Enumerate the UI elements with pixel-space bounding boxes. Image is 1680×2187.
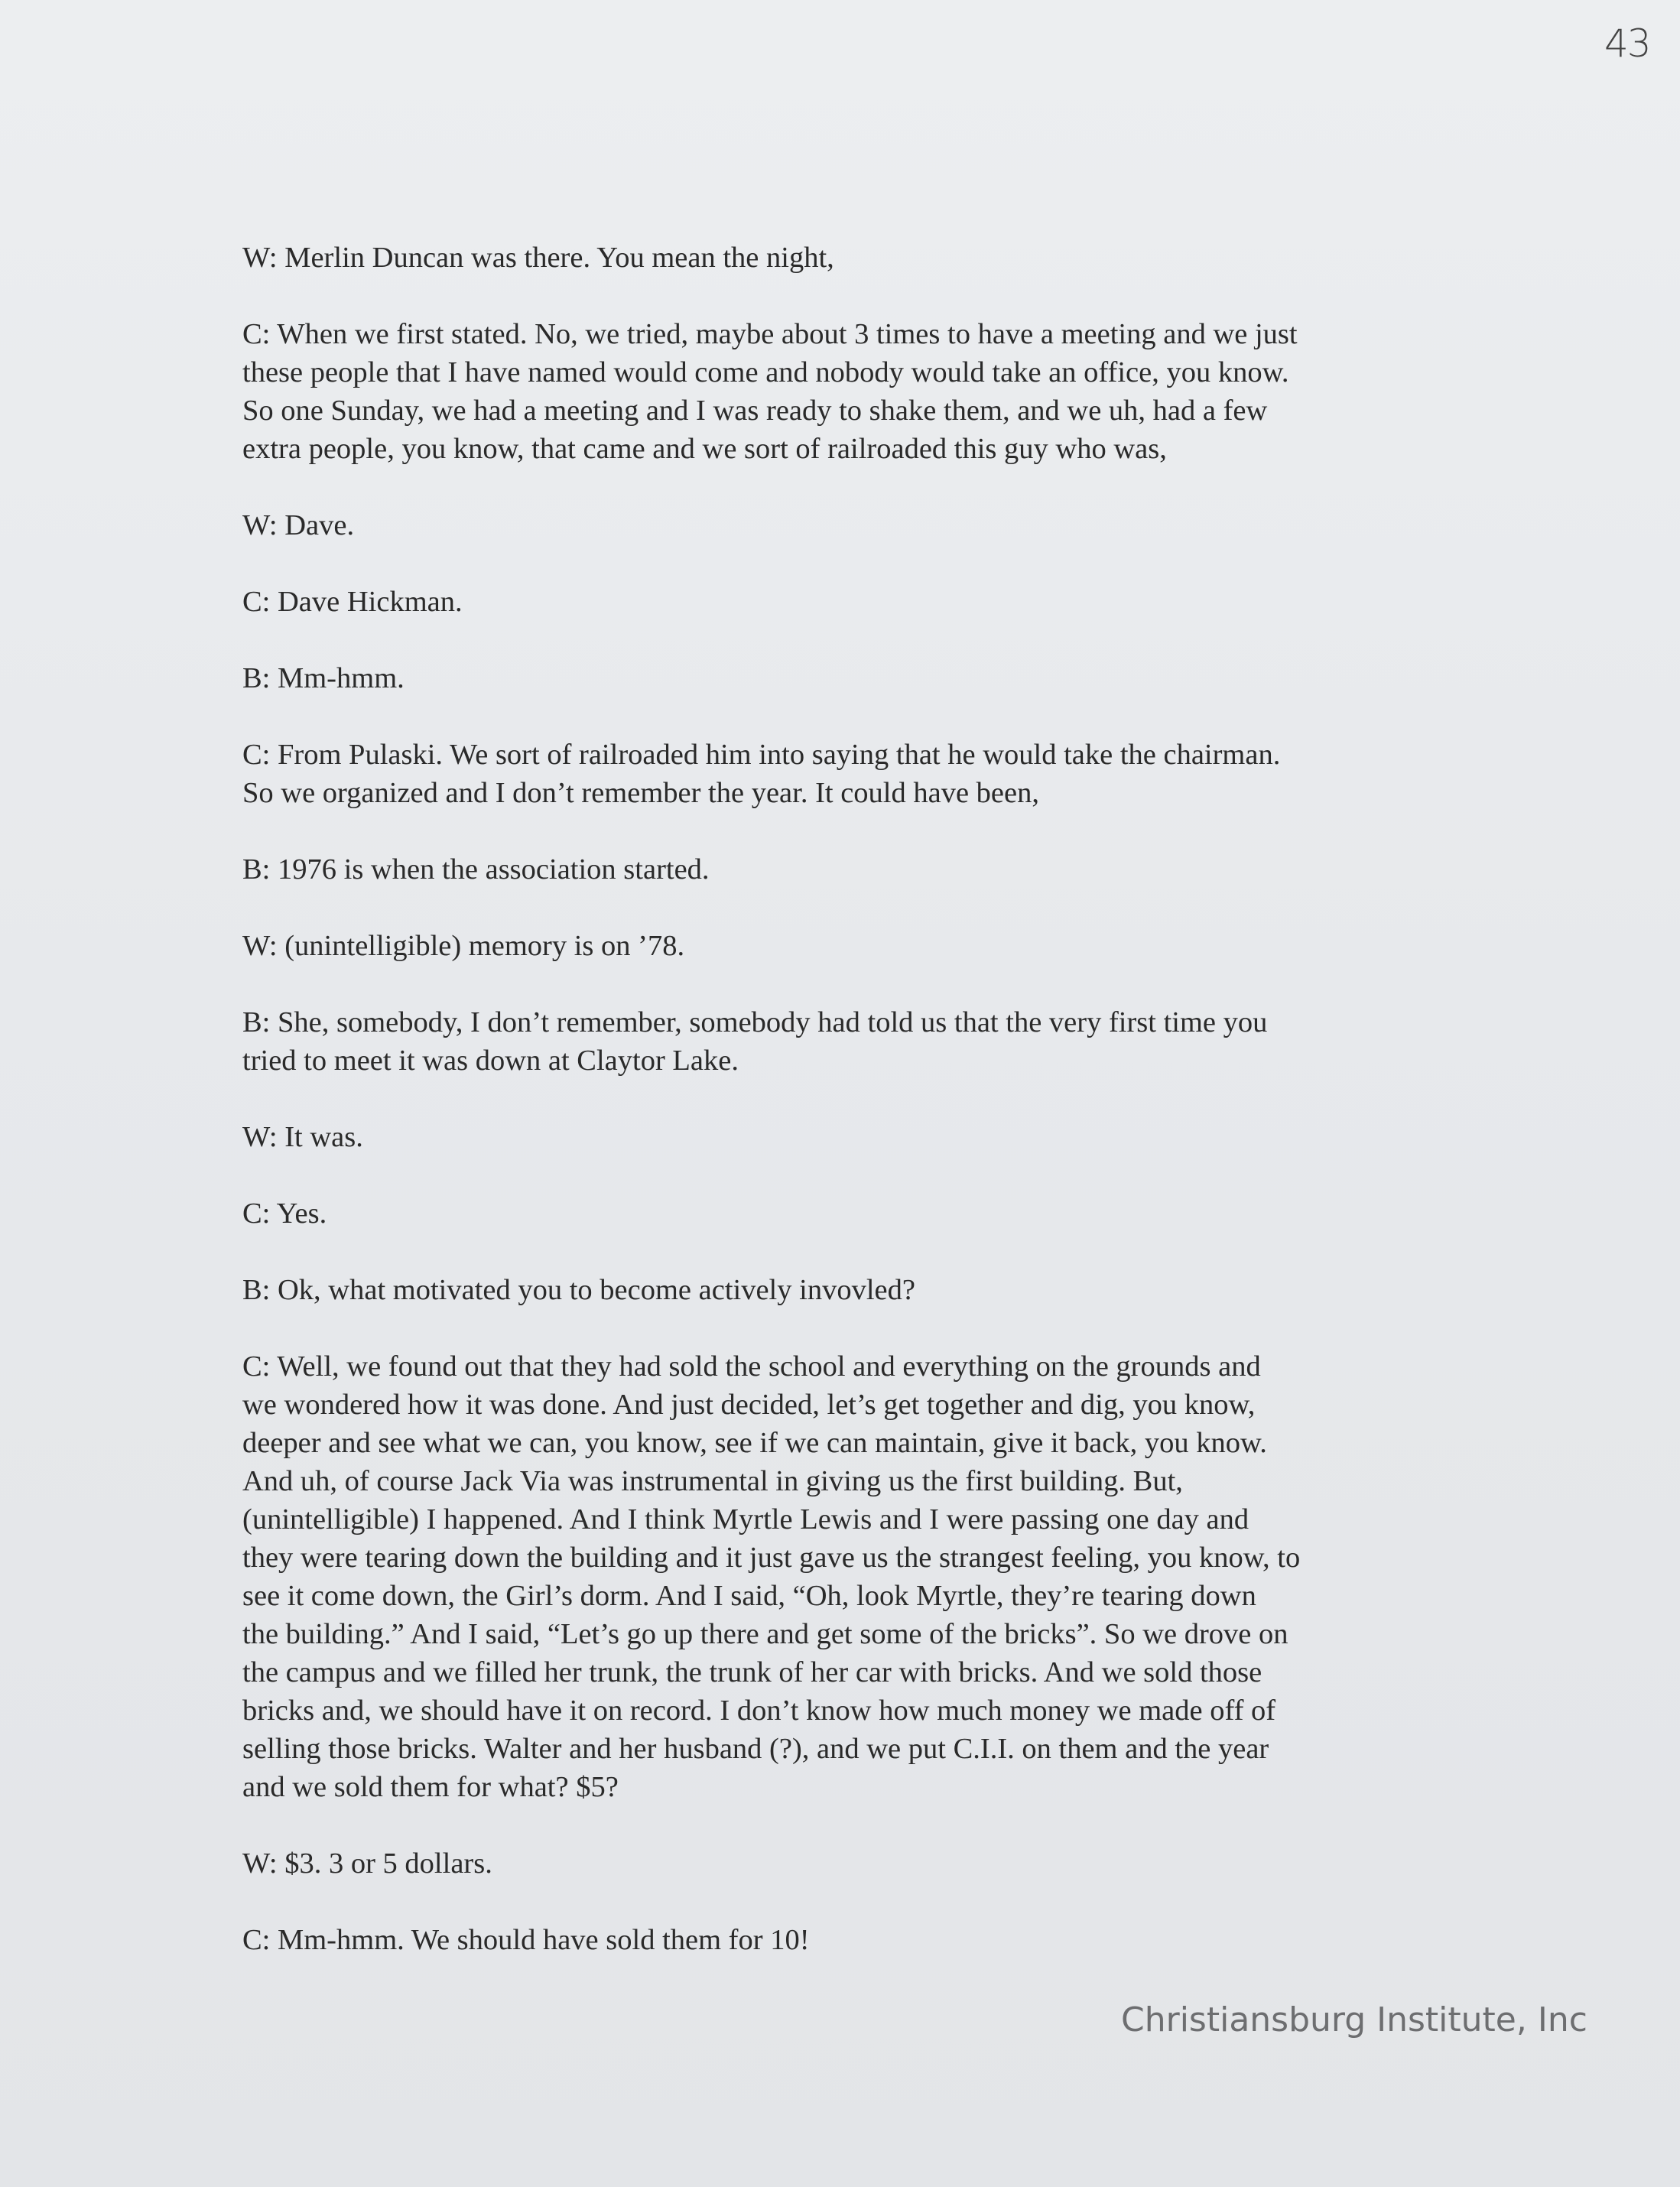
transcript-line: W: Merlin Duncan was there. You mean the night, <box>242 242 834 274</box>
transcript-line: C: Mm-hmm. We should have sold them for 10! <box>242 1924 810 1956</box>
transcript-line: we wondered how it was done. And just decided, let’s get together and dig, you know, <box>242 1389 1256 1421</box>
transcript-line: B: 1976 is when the association started. <box>242 853 710 886</box>
transcript-turn <box>242 1921 1481 1959</box>
transcript-line: see it come down, the Girl’s dorm. And I said, “Oh, look Myrtle, they’re tearing down <box>242 1580 1256 1612</box>
transcript-line: the campus and we filled her trunk, the trunk of her car with bricks. And we sold those <box>242 1656 1262 1688</box>
transcript-line: the building.” And I said, “Let’s go up there and get some of the bricks”. So we drove on <box>242 1618 1288 1650</box>
transcript-line: these people that I have named would come and nobody would take an office, you know. <box>242 356 1289 388</box>
transcript-turn <box>242 1844 1481 1883</box>
transcript-turn <box>242 736 1481 812</box>
transcript-line: B: Mm-hmm. <box>242 662 405 694</box>
transcript-turn <box>242 583 1481 621</box>
transcript-line: tried to meet it was down at Claytor Lake. <box>242 1045 739 1077</box>
transcript-line: C: Dave Hickman. <box>242 586 463 618</box>
transcript-line: W: (unintelligible) memory is on ’78. <box>242 930 685 962</box>
page-number: 43 <box>1604 21 1650 66</box>
transcript-line: So one Sunday, we had a meeting and I was ready to shake them, and we uh, had a few <box>242 395 1268 427</box>
transcript-turn <box>242 1118 1481 1156</box>
transcript-line: C: When we first stated. No, we tried, maybe about 3 times to have a meeting and we just <box>242 318 1298 350</box>
transcript-line: extra people, you know, that came and we sort of railroaded this guy who was, <box>242 433 1167 465</box>
transcript-turn <box>242 1194 1481 1233</box>
transcript-line: bricks and, we should have it on record. I don’t know how much money we made off of <box>242 1695 1276 1727</box>
transcript-line: B: Ok, what motivated you to become actively invovled? <box>242 1274 915 1306</box>
transcript-line: (unintelligible) I happened. And I think Myrtle Lewis and I were passing one day and <box>242 1503 1249 1535</box>
transcript-line: And uh, of course Jack Via was instrumental in giving us the first building. But, <box>242 1465 1183 1497</box>
transcript-line: selling those bricks. Walter and her husband (?), and we put C.I.I. on them and the year <box>242 1733 1269 1765</box>
transcript-line: they were tearing down the building and it just gave us the strangest feeling, you know, to <box>242 1542 1301 1574</box>
transcript-line: C: From Pulaski. We sort of railroaded him into saying that he would take the chairman. <box>242 739 1281 771</box>
transcript-turn <box>242 850 1481 889</box>
transcript-turn <box>242 659 1481 697</box>
transcript-line: C: Well, we found out that they had sold the school and everything on the grounds and <box>242 1350 1261 1383</box>
transcript-turn <box>242 927 1481 965</box>
transcript-turn <box>242 506 1481 544</box>
transcript-line: W: It was. <box>242 1121 363 1153</box>
transcript-line: C: Yes. <box>242 1197 327 1230</box>
transcript-turn <box>242 1003 1481 1080</box>
watermark: Christiansburg Institute, Inc <box>1121 2000 1587 2039</box>
transcript-line: and we sold them for what? $5? <box>242 1771 619 1803</box>
transcript-line: B: She, somebody, I don’t remember, somebody had told us that the very first time you <box>242 1006 1268 1038</box>
transcript-line: W: $3. 3 or 5 dollars. <box>242 1847 492 1880</box>
transcript-turn <box>242 315 1481 468</box>
transcript-turn <box>242 1347 1481 1806</box>
transcript-line: W: Dave. <box>242 509 355 541</box>
transcript-turn <box>242 1271 1481 1309</box>
transcript-line: deeper and see what we can, you know, see if we can maintain, give it back, you know. <box>242 1427 1267 1459</box>
transcript-body <box>242 239 1481 1997</box>
transcript-line: So we organized and I don’t remember the year. It could have been, <box>242 777 1039 809</box>
transcript-turn <box>242 239 1481 277</box>
